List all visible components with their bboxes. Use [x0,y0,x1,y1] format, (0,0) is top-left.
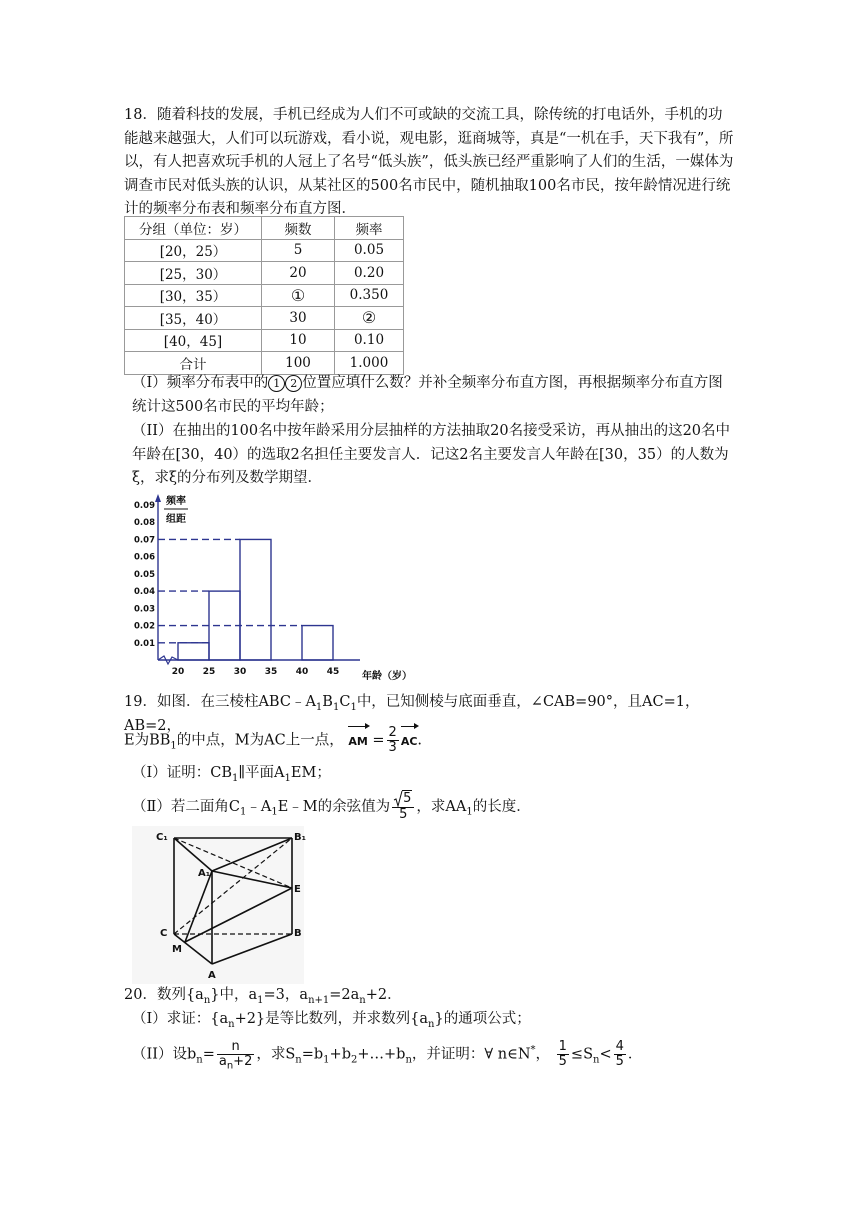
table-cell: 合计 [125,352,262,375]
q18-text: 18．随着科技的发展，手机已经成为人们不可或缺的交流工具，除传统的打电话外，手机的功能越来越强大，人们可以玩游戏，看小说，观电影，逛商城等，真是“一机在手，天下我有”，所以，有人把喜欢玩手机的人冠上了名号“低头族”，低头族已经严重影响了人们的生活，一媒体为调查市民对低头族的认识，从某社区的500名市民中，随机抽取100名市民，按年龄情况进行统计的频率分布表和频率分布直方图． [124,107,734,217]
frac-num: 4 [615,1039,624,1054]
table-cell: [30，35） [125,284,262,307]
q20-text: +2． [365,987,402,1003]
circle-two: 2 [285,375,302,392]
x-tick-label: 20 [171,667,185,677]
table-cell: [35，40） [125,307,262,330]
table-cell: [20，25） [125,239,262,262]
q20-text: }中，a [210,987,258,1003]
fraction-bn [217,1039,254,1072]
chart-ylabel-top: 频率 [166,496,186,507]
table-row [125,352,404,375]
fraction-two-thirds [387,726,399,755]
label-c1: C₁ [156,832,168,843]
q19-text: 19．如图．在三棱柱ABC﹣A [124,694,316,710]
q20-text: ≤S [570,1046,594,1063]
y-tick-label: 0.03 [134,604,155,615]
vector-ac: AC [401,730,418,754]
fraction-sqrt5-over-5 [392,792,414,822]
fraction-one-fifth [557,1040,569,1069]
q19-text: E﹣M的余弦值为 [277,798,391,815]
q20-text: 20．数列{a [124,987,204,1003]
label-e: E [294,884,301,895]
table-cell: ② [335,307,404,330]
q19-text: ∥平面A [238,765,285,781]
q19-text: （Ⅱ）若二面角C [132,798,240,815]
q20-text: +2}是等比数列，并求数列{a [234,1011,429,1027]
table-cell: 5 [262,239,335,262]
table-cell: 30 [262,307,335,330]
frac-den: 3 [388,740,397,755]
q20-part2: （II）设$b_n=$ $\frac{n}{a_n+2}$ ，求$S_n=b_1+b_2+\dots+b_n$，并证明：∀ n∈N*， $\frac{1}{5}$ $\le S_n<$ $\frac{4}{5}$ ． [132,1039,643,1072]
table-row [125,329,404,352]
q20-text: ． [627,1046,643,1063]
chart-ylabel-bottom: 组距 [166,514,186,525]
y-tick-label: 0.08 [134,518,155,529]
frac-num: 2 [388,725,397,740]
label-b1: B₁ [294,832,307,843]
q19-text: E为BB [124,732,171,749]
label-a: A [208,970,216,981]
table-row [125,284,404,307]
y-tick-label: 0.04 [134,587,155,598]
q19-text: （I）证明：CB [132,765,232,781]
table-cell: [40，45] [125,329,262,352]
frac-num: 1 [558,1039,567,1054]
q20-part1: （I）求证：$\{a_n+2\}$是等比数列，并求数列$\{a_n\}$的通项公式； [132,1011,531,1030]
table-header: 分组（单位：岁） [125,217,262,240]
q18-part1 [132,372,736,419]
frac-den: $a_n+2$ [218,1054,253,1072]
frequency-histogram [124,490,424,685]
q20-text: = [202,1046,215,1063]
q20-text: +…+b [357,1046,406,1063]
label-b: B [294,928,302,939]
q19-text: 中，已知侧棱与底面垂直，∠CAB=90°，且AC=1，AB=2， [124,694,700,734]
table-cell: 0.10 [335,329,404,352]
histogram-bar [240,539,271,660]
table-cell: 20 [262,262,335,285]
table-cell: ① [262,284,335,307]
circle-one: 1 [268,375,285,392]
q19-line1: 19．如图．在三棱柱$ABC﹣A_1B_1C_1$中，已知侧棱与底面垂直，∠CAB=90°，且AC=1，AB=2， [124,694,700,734]
label-c: C [160,928,168,939]
vector-am: AM [348,730,367,754]
q19-text: ，求AA [416,798,467,815]
frequency-table [124,216,404,375]
prism-figure [132,826,307,984]
y-tick-label: 0.07 [134,535,155,546]
q19-text: B [322,694,333,710]
q20-text: }的通项公式； [434,1011,531,1027]
table-cell: 10 [262,329,335,352]
table-cell: 100 [262,352,335,375]
table-row [125,307,404,330]
frac-den: 5 [615,1054,624,1069]
q19-part2: （Ⅱ）若二面角$C_1﹣A_1E﹣M$的余弦值为 $\frac{5}{5}$ ，求$AA_1$的长度． [132,791,531,822]
q20-text: +b [329,1046,351,1063]
q18-part1-text-b: 位置应填什么数？并补全频率分布直方图，再根据频率分布直方图统计这500名市民的平均年龄； [132,375,723,415]
label-a1: A₁ [198,868,211,879]
q20-text: （II）设b [132,1046,197,1063]
y-tick-label: 0.06 [134,552,155,563]
table-cell: [25，30） [125,262,262,285]
y-axis-arrow [155,494,161,502]
table-row [125,262,404,285]
fraction-four-fifths [614,1040,626,1069]
y-tick-label: 0.01 [134,638,155,649]
histogram-bar [302,626,333,660]
frac-den-a: a [218,1054,227,1069]
q19-text: 的中点，M为AC上一点， [176,732,344,749]
q18-part1-text: （I）频率分布表中的 [132,375,269,391]
label-m: M [172,944,182,955]
frac-num: n [231,1039,240,1054]
q19-part1: （I）证明：$CB_1\parallel$平面$A_1EM$； [132,765,331,784]
q20-text: =3，a [263,987,309,1003]
sqrt-value: 5 [403,791,412,806]
q20-text: =2a [329,987,360,1003]
chart-xlabel: 年龄（岁） [362,671,412,682]
table-header: 频数 [262,217,335,240]
y-tick-label: 0.09 [134,501,155,511]
frac-den-plus: +2 [233,1054,253,1069]
table-header-row [125,217,404,240]
q18-part2: （II）在抽出的100名中按年龄采用分层抽样的方法抽取20名接受采访，再从抽出的这20名中年龄在[30，40）的选取2名担任主要发言人．记这2名主要发言人年龄在[30，35）的人数为ξ，求ξ的分布列及数学期望． [132,423,731,486]
x-tick-label: 25 [202,667,216,677]
q20-text: ，并证明：∀ n∈N [411,1046,531,1063]
x-tick-label: 45 [326,667,340,677]
q19-line2: E为$BB_1$的中点，M为AC上一点， AM = $\frac{2}{3}$ AC. [124,725,423,755]
table-cell: 0.350 [335,284,404,307]
frac-den: 5 [392,807,414,822]
q20-line1: 20．数列$\{a_n\}$中，$a_1=3$，$a_{n+1}=2a_n+2$． [124,987,402,1006]
table-cell: 0.05 [335,239,404,262]
table-cell: 1.000 [335,352,404,375]
table-row [125,239,404,262]
q19-text: EM； [290,765,331,781]
q19-text: ﹣A [246,798,272,815]
sqrt-symbol [394,792,412,806]
x-tick-label: 35 [264,667,278,677]
q20-text: < [599,1046,612,1063]
q20-text: （I）求证：{a [132,1011,229,1027]
frac-den: 5 [558,1054,567,1069]
histogram-bar [178,643,209,660]
y-tick-label: 0.05 [134,569,155,580]
x-tick-label: 30 [233,667,247,677]
table-header: 频率 [335,217,404,240]
q20-text: ，求S [256,1046,296,1063]
q19-text: 的长度． [472,798,531,815]
table-cell: 0.20 [335,262,404,285]
q19-text: C [339,694,351,710]
q20-text: =b [301,1046,324,1063]
y-tick-label: 0.02 [134,621,155,632]
x-tick-label: 40 [295,667,309,677]
